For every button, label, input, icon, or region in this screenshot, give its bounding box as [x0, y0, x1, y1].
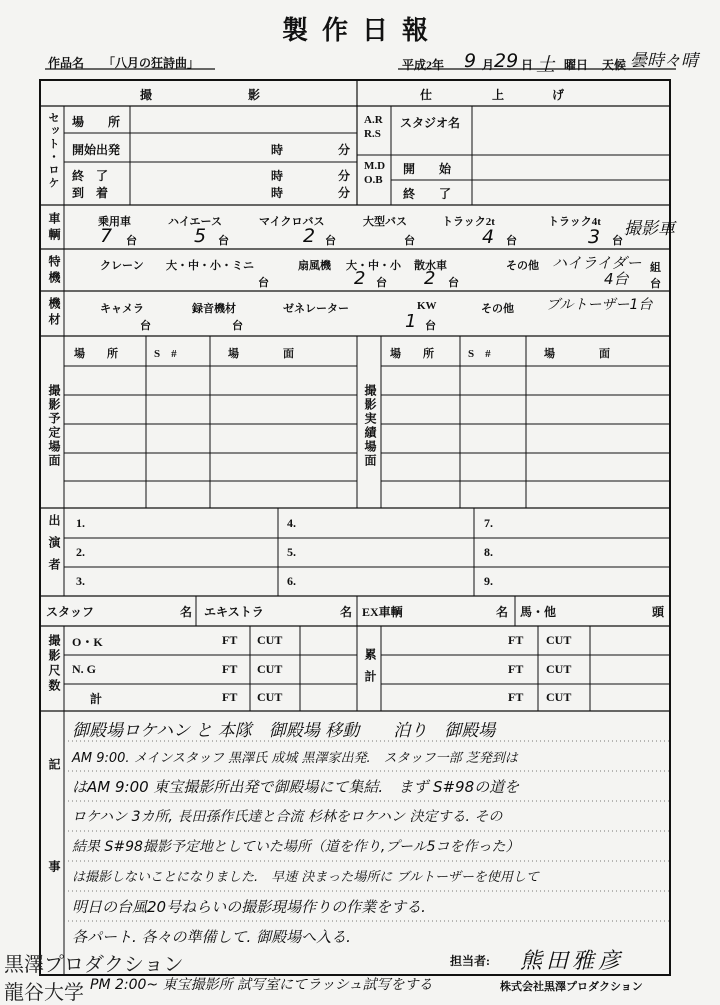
vehicle-unit-1: 台	[218, 235, 229, 247]
end-hour: 時	[271, 169, 284, 183]
vehicle-label-4: トラック2t	[442, 216, 495, 228]
note-line-4: ロケハン 3カ所, 長田孫作氏達と合流 杉林をロケハン 決定する. その	[72, 809, 503, 825]
special-other-value: ハイライダー	[552, 254, 642, 272]
cast-number-6: 6.	[287, 574, 296, 588]
vehicle-label-1: ハイエース	[168, 216, 223, 228]
generator-label: ゼネレーター	[283, 303, 349, 315]
sound-unit: 台	[232, 320, 243, 332]
note-line-2: AM 9:00. メインスタッフ 黒澤氏 成城 黒澤家出発. スタッフ一部 芝発到は	[72, 751, 518, 766]
staff-unit: 名	[180, 605, 193, 619]
notes-side-label: 記事	[47, 758, 61, 962]
date-day-unit: 日	[521, 58, 534, 72]
ok-label: O・K	[72, 635, 103, 649]
cum-ng-ft: FT	[508, 662, 524, 676]
kw-value: 1	[405, 311, 417, 332]
horse-unit: 頭	[652, 605, 665, 619]
kw-unit: 台	[425, 320, 436, 332]
rs-label: R.S	[364, 128, 381, 140]
equipment-other-label: その他	[481, 303, 514, 315]
date-weekday: 土	[536, 54, 556, 76]
kw-label: KW	[417, 300, 437, 312]
note-line-7: 明日の台風20号ねらいの撮影現場作りの作業をする.	[72, 898, 426, 916]
actual-scenes-side-label: 撮影実績場面	[363, 384, 377, 468]
special-group-unit: 台	[650, 278, 661, 290]
md-label: M.D	[364, 160, 386, 172]
water-label: 散水車	[414, 260, 447, 272]
vehicle-value-0: 7	[100, 225, 113, 247]
vehicle-unit-0: 台	[126, 235, 137, 247]
arrive-label: 到 着	[72, 186, 109, 200]
horse-label: 馬・他	[520, 605, 557, 619]
vehicle-label-2: マイクロバス	[259, 216, 325, 228]
studio-label: スタジオ名	[400, 116, 461, 130]
weather-value: 曇時々晴	[630, 51, 698, 71]
ok-ft: FT	[222, 633, 238, 647]
vehicle-label-5: トラック4t	[548, 216, 601, 228]
vehicle-unit-2: 台	[325, 235, 336, 247]
cum-total-ft: FT	[508, 690, 524, 704]
cast-number-9: 9.	[484, 574, 493, 588]
satsuei-header: 撮 影	[140, 88, 261, 102]
cast-number-1: 1.	[76, 516, 85, 530]
special-group: 組	[650, 262, 661, 274]
fan-label: 扇風機	[298, 260, 331, 272]
vehicle-value-2: 2	[303, 225, 316, 247]
vehicle-unit-4: 台	[506, 235, 517, 247]
sound-label: 録音機材	[192, 303, 236, 315]
equipment-side-label: 機材	[47, 297, 61, 329]
camera-unit: 台	[140, 320, 151, 332]
depart-minute: 分	[338, 143, 351, 157]
water-value: 2	[424, 268, 436, 289]
cast-number-4: 4.	[287, 516, 296, 530]
watermark-line-2: 龍谷大学	[4, 980, 84, 1004]
finish-label: 終 了	[403, 187, 452, 201]
person-label: 担当者:	[450, 954, 490, 968]
vehicle-value-4: 4	[482, 226, 495, 248]
end-label: 終 了	[72, 169, 109, 183]
fan-unit: 台	[376, 277, 387, 289]
date-era: 平成2年	[402, 58, 445, 72]
vehicle-unit-3: 台	[404, 235, 415, 247]
crane-label: クレーン	[100, 260, 144, 272]
special-other-count: 4台	[604, 270, 629, 288]
shiage-header: 仕 上 げ	[420, 88, 565, 102]
extra-label: エキストラ	[204, 605, 264, 619]
total-ft: FT	[222, 690, 238, 704]
work-label: 作品名	[48, 56, 85, 70]
vehicle-extra: 撮影車	[624, 219, 675, 239]
ok-cut: CUT	[257, 633, 283, 647]
cast-number-8: 8.	[484, 545, 493, 559]
note-line-1: 御殿場ロケハン と 本隊 御殿場 移動 泊り 御殿場	[72, 721, 496, 741]
date-month-unit: 月	[482, 58, 495, 72]
special-side-label: 特機	[47, 255, 61, 287]
ng-cut: CUT	[257, 662, 283, 676]
ex-car-label: EX車輌	[362, 605, 403, 619]
actual-col-scene: 場 面	[544, 348, 610, 360]
special-other-label: その他	[506, 260, 539, 272]
cumulative-side-label: 累計	[363, 648, 377, 692]
arrive-hour: 時	[271, 186, 284, 200]
vehicle-unit-5: 台	[612, 235, 623, 247]
cast-number-2: 2.	[76, 545, 85, 559]
depart-label: 開始出発	[72, 143, 121, 157]
extra-unit: 名	[340, 605, 353, 619]
note-line-3: はAM 9:00 東宝撮影所出発で御殿場にて集結. まず S#98の道を	[72, 778, 520, 796]
cast-number-7: 7.	[484, 516, 493, 530]
cum-ok-ft: FT	[508, 633, 524, 647]
person-name: 熊田雅彦	[520, 949, 625, 974]
page-title: 製作日報	[282, 16, 443, 46]
cum-ok-cut: CUT	[546, 633, 572, 647]
cast-number-3: 3.	[76, 574, 85, 588]
weather-label: 天候	[602, 58, 627, 72]
note-line-5: 結果 S#98撮影予定地としていた場所（道を作り,プール5コを作った）	[72, 839, 520, 855]
planned-col-scene: 場 面	[228, 348, 294, 360]
planned-col-place: 場 所	[74, 348, 118, 360]
ob-label: O.B	[364, 174, 383, 186]
equipment-other-value: ブルトーザー1台	[546, 297, 653, 313]
depart-hour: 時	[271, 143, 284, 157]
work-value: 「八月の狂詩曲」	[103, 56, 200, 70]
camera-label: キャメラ	[100, 303, 144, 315]
crane-unit: 台	[258, 277, 269, 289]
start-label: 開 始	[403, 162, 452, 176]
cum-total-cut: CUT	[546, 690, 572, 704]
footage-side-label: 撮影尺数	[47, 634, 61, 694]
total-label: 計	[90, 692, 103, 706]
vehicle-label-3: 大型バス	[363, 216, 407, 228]
actual-col-s: S #	[468, 348, 491, 360]
ng-label: N. G	[72, 662, 96, 676]
water-unit: 台	[448, 277, 459, 289]
set-loke-side-label: セット・ロケ	[47, 112, 59, 190]
cast-side-label: 出演者	[47, 514, 61, 580]
watermark-line-1: 黒澤プロダクション	[4, 952, 184, 976]
vehicle-label-0: 乗用車	[98, 216, 131, 228]
ex-car-unit: 名	[496, 605, 509, 619]
vehicle-value-1: 5	[194, 225, 207, 247]
actual-col-place: 場 所	[390, 348, 434, 360]
end-minute: 分	[338, 169, 351, 183]
date-month: 9	[464, 50, 477, 72]
crane-sizes: 大・中・小・ミニ	[166, 260, 254, 272]
cum-ng-cut: CUT	[546, 662, 572, 676]
total-cut: CUT	[257, 690, 283, 704]
fan-value: 2	[354, 268, 366, 289]
planned-scenes-side-label: 撮影予定場面	[47, 384, 61, 468]
date-day: 29	[494, 50, 519, 72]
staff-label: スタッフ	[46, 605, 95, 619]
note-line-6: は撮影しないことになりました. 早速 決まった場所に ブルトーザーを使用して	[72, 870, 539, 885]
note-line-9: PM 2:00~ 東宝撮影所 試写室にてラッシュ試写をする	[90, 977, 433, 993]
ar-label: A.R	[364, 114, 383, 126]
place-label: 場 所	[72, 115, 121, 129]
cast-number-5: 5.	[287, 545, 296, 559]
arrive-minute: 分	[338, 186, 351, 200]
note-line-8: 各パート. 各々の準備して. 御殿場へ入る.	[72, 928, 351, 946]
planned-col-s: S #	[154, 348, 177, 360]
ng-ft: FT	[222, 662, 238, 676]
vehicles-side-label: 車輌	[47, 212, 61, 244]
vehicle-value-5: 3	[588, 226, 601, 248]
fan-sizes: 大・中・小	[346, 260, 401, 272]
company-name: 株式会社黒澤プロダクション	[500, 981, 643, 993]
weekday-label: 曜日	[564, 58, 589, 72]
